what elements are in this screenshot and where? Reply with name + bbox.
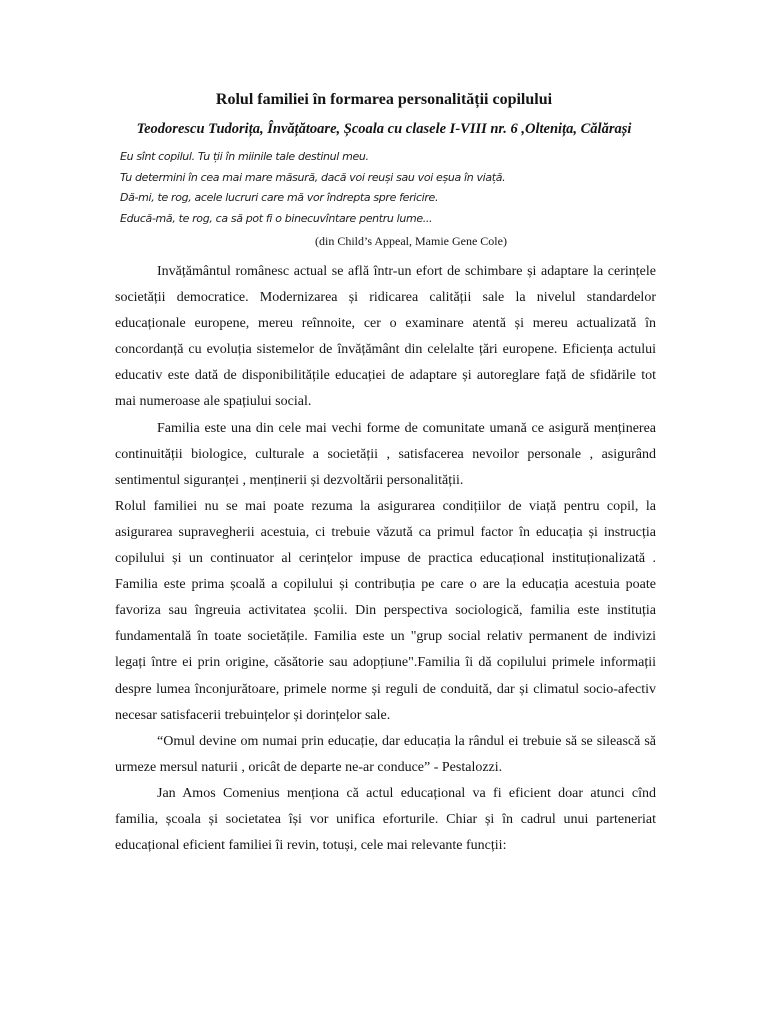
epigraph-poem [120, 147, 640, 229]
document-title: Rolul familiei în formarea personalității copilului [215, 91, 553, 108]
body-paragraph: Familia este una din cele mai vechi forme de comunitate umană ce asigură menținerea continuității biologice, culturale a societății , satisfacerea nevoilor personale , asigurând sentimentul siguranței , menținerii și dezvoltării personalității. [115, 420, 656, 488]
poem-line: Tu determini în cea mai mare măsură, dacă voi reuși sau voi eșua în viață. [120, 170, 506, 184]
poem-line: Eu sînt copilul. Tu ții în miinile tale destinul meu. [120, 150, 369, 163]
body-paragraph: Rolul familiei nu se mai poate rezuma la asigurarea condițiilor de viață pentru copil, la asigurarea supravegherii acestuia, ci trebuie văzută ca primul factor în educația și instrucția copilului și un continuator al cerințelor impuse de practica educațional instituționalizată . Familia este prima școală a copilului și contribuția pe care o are la educația acestuia poate favoriza sau îngreuia activitatea școlii. Din perspectiva sociologică, familia este instituția fundamentală în toate societățile. Familia este un "grup social relativ permanent de indivizi legați între ei prin origine, căsătorie sau adopțiune".Familia îi dă copilului primele informații despre lumea înconjurătoare, primele norme și reguli de conduită, dar și climatul socio-afectiv necesar satisfacerii trebuințelor și dorințelor sale. [115, 498, 656, 723]
author-line: Teodorescu Tudorița, Învățătoare, Școala cu clasele I-VIII nr. 6 ,Oltenița, Călărași [136, 121, 632, 137]
body-paragraph: Jan Amos Comenius menționa că actul educațional va fi eficient doar atunci cînd familia, școala și societatea își vor unifica eforturile. Chiar și în cadrul unui parteneriat educațional eficient familiei îi revin, totuși, cele mai relevante funcții: [115, 785, 656, 854]
epigraph-citation: (din Child’s Appeal, Mamie Gene Cole) [315, 234, 507, 248]
body-paragraph: Invățământul românesc actual se află într-un efort de schimbare și adaptare la cerințele societății democratice. Modernizarea și ridicarea calității sale la nivelul standardelor educaționale europene, mereu reînnoite, cer o examinare atentă și mereu actualizată în concordanță cu evoluția sistemelor de învățământ din celelalte țări europene. Eficiența actului educativ este dată de disponibilitățile educației de adaptare și autoreglare față de sfidările tot mai numeroase ale spațiului social. [115, 264, 656, 410]
poem-line: Dă-mi, te rog, acele lucruri care mă vor îndrepta spre fericire. [120, 191, 439, 204]
poem-line: Educă-mă, te rog, ca să pot fi o binecuvîntare pentru lume... [120, 211, 433, 225]
body-paragraph: “Omul devine om numai prin educație, dar educația la rândul ei trebuie să se silească să urmeze mersul naturii , oricât de departe ne-ar conduce” - Pestalozzi. [115, 733, 656, 775]
document-body [115, 259, 656, 859]
